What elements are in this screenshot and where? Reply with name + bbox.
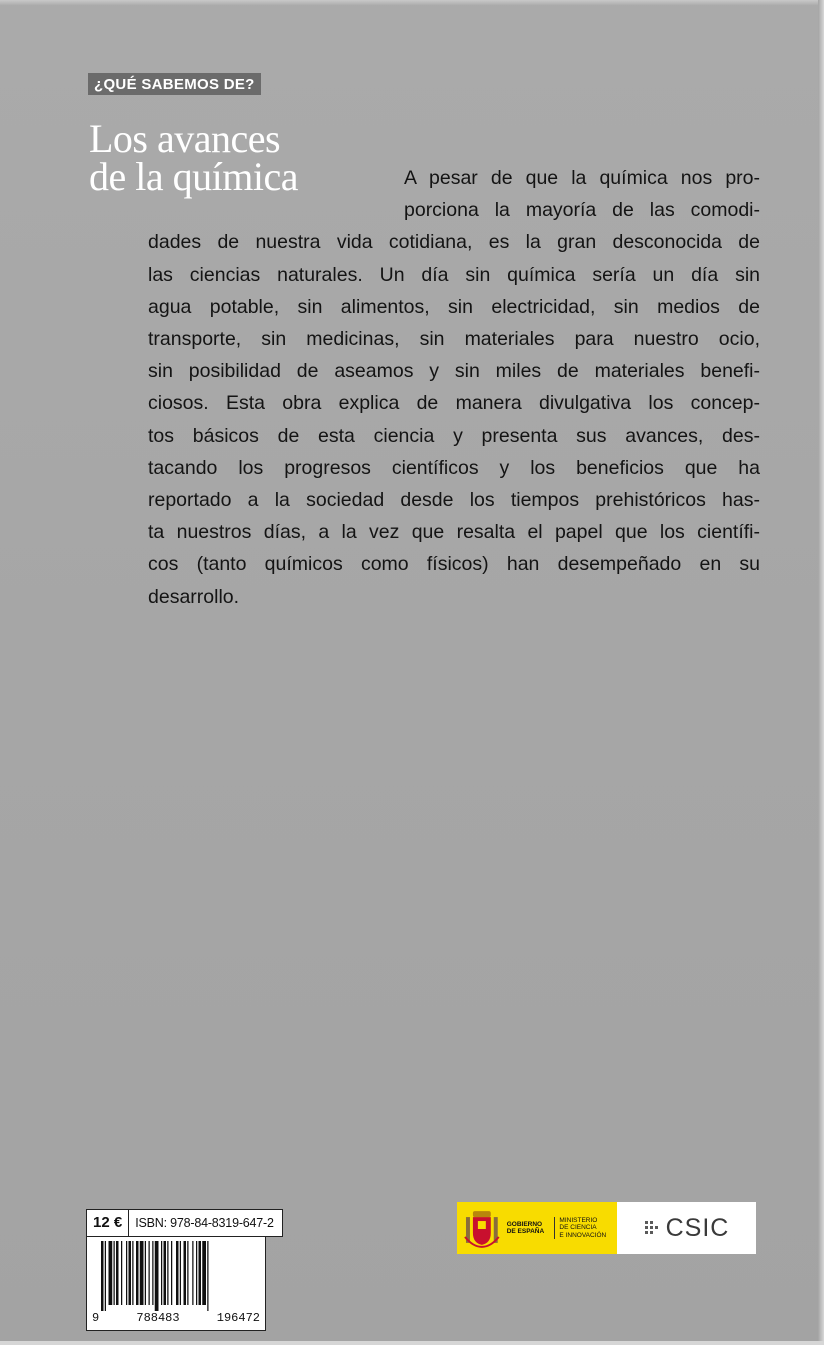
- book-title-line-1: Los avances: [89, 116, 281, 161]
- barcode-bar: [171, 1241, 172, 1305]
- barcode-bar: [109, 1241, 113, 1305]
- barcode-bar: [149, 1241, 150, 1305]
- barcode-bar: [140, 1241, 144, 1305]
- description-line: transporte, sin medicinas, sin materiales para nuestro ocio,: [148, 328, 760, 351]
- price-label: 12 €: [87, 1210, 129, 1236]
- barcode-digit-group: 788483: [136, 1311, 180, 1325]
- isbn-label: ISBN: 978-84-8319-647-2: [135, 1216, 274, 1230]
- gobierno-line: GOBIERNO: [506, 1220, 543, 1228]
- barcode-bar: [132, 1241, 133, 1305]
- barcode-bar: [202, 1241, 206, 1305]
- ministerio-text: [554, 1217, 617, 1240]
- barcode-bar: [164, 1241, 167, 1305]
- barcode-bar: [187, 1241, 188, 1305]
- barcode-digit-group: 9: [92, 1311, 100, 1325]
- price-isbn-strip: [86, 1209, 283, 1237]
- barcode-bar: [155, 1241, 159, 1311]
- description-line: desarrollo.: [148, 585, 240, 608]
- series-label: ¿QUÉ SABEMOS DE?: [88, 73, 261, 95]
- barcode-bar: [114, 1241, 115, 1305]
- description-line: A pesar de que la química nos pro-: [404, 167, 760, 189]
- barcode-bar: [207, 1241, 208, 1311]
- description-line: sin posibilidad de aseamos y sin miles de materiales benefi-: [148, 360, 760, 383]
- barcode-bar: [167, 1241, 168, 1305]
- barcode-bar: [145, 1241, 146, 1305]
- ministerio-line: E INNOVACIÓN: [559, 1231, 607, 1239]
- ministerio-line: DE CIENCIA: [559, 1224, 597, 1232]
- gobierno-line: DE ESPAÑA: [506, 1228, 545, 1235]
- barcode-bar: [192, 1241, 193, 1305]
- description-line: reportado a la sociedad desde los tiempos prehistóricos has-: [148, 489, 760, 512]
- barcode-bars-icon: [101, 1241, 251, 1311]
- description-line: ta nuestros días, a la vez que resalta el papel que los científi-: [148, 521, 760, 544]
- barcode-bar: [196, 1241, 197, 1305]
- description-line: ciosos. Esta obra explica de manera divulgativa los concep-: [148, 392, 760, 415]
- barcode-bar: [176, 1241, 179, 1305]
- publisher-logos: [457, 1202, 756, 1254]
- csic-wordmark: CSIC: [665, 1213, 730, 1242]
- book-description: [148, 162, 760, 613]
- description-line: agua potable, sin alimentos, sin electricidad, sin medios de: [148, 295, 760, 318]
- barcode-digit-group: 196472: [216, 1311, 260, 1325]
- barcode-bar: [121, 1241, 122, 1305]
- barcode-bar: [180, 1241, 181, 1305]
- barcode-bar: [126, 1241, 127, 1305]
- barcode-digits: [89, 1311, 263, 1325]
- barcode-bar: [101, 1241, 104, 1311]
- cover-bottom-edge: [0, 1341, 824, 1345]
- barcode-bar: [129, 1241, 132, 1305]
- ministerio-line: MINISTERIO: [559, 1216, 598, 1224]
- book-title-line-2: de la química: [89, 154, 298, 199]
- barcode-bar: [116, 1241, 119, 1305]
- gobierno-text: [507, 1221, 549, 1236]
- barcode-bar: [199, 1241, 202, 1305]
- barcode-bar: [152, 1241, 153, 1305]
- description-line: dades de nuestra vida cotidiana, es la gran desconocida de: [148, 231, 760, 254]
- cover-top-edge: [0, 0, 824, 6]
- description-line: tacando los progresos científicos y los beneficios que ha: [148, 456, 760, 479]
- barcode-bar: [136, 1241, 139, 1305]
- cover-right-edge: [818, 0, 824, 1345]
- csic-logo: [617, 1202, 756, 1254]
- csic-emblem-icon: [644, 1220, 660, 1236]
- barcode: [86, 1237, 266, 1331]
- description-line: cos (tanto químicos como físicos) han desempeñado en su: [148, 553, 760, 576]
- barcode-bar: [161, 1241, 162, 1305]
- spain-coat-of-arms-icon: [463, 1207, 501, 1249]
- government-logo: [457, 1202, 617, 1254]
- description-line: las ciencias naturales. Un día sin química sería un día sin: [148, 263, 760, 286]
- description-line: porciona la mayoría de las comodi-: [404, 199, 760, 222]
- barcode-bar: [184, 1241, 187, 1305]
- description-line: tos básicos de esta ciencia y presenta sus avances, des-: [148, 424, 760, 447]
- barcode-bar: [105, 1241, 106, 1311]
